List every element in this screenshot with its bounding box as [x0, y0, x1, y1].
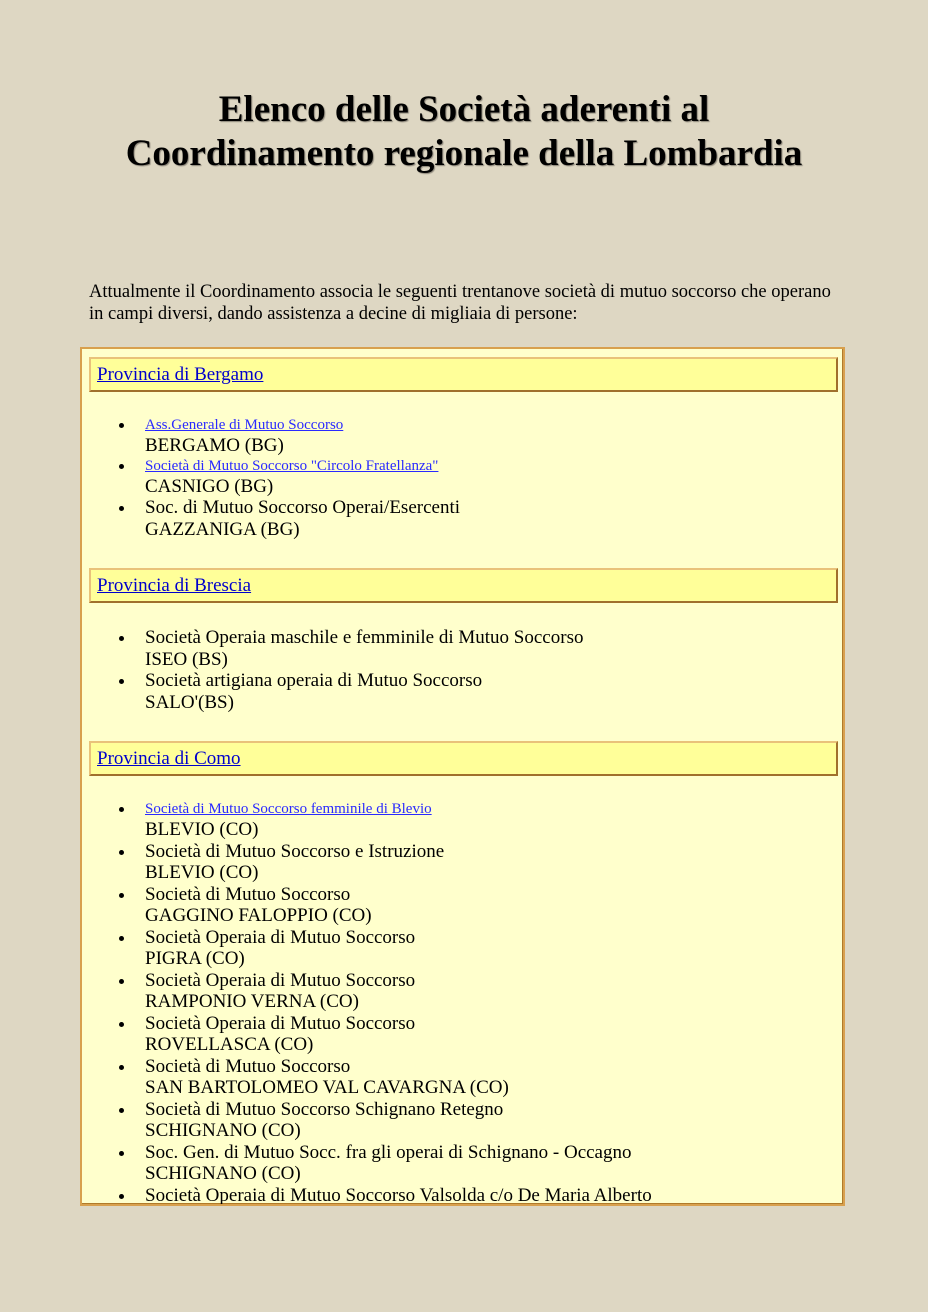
society-list-item — [145, 800, 843, 841]
society-list — [82, 627, 843, 713]
society-list-item — [145, 884, 843, 927]
society-place: PIGRA (CO) — [145, 948, 245, 969]
society-place: SCHIGNANO (CO) — [145, 1163, 301, 1184]
society-name: Soc. di Mutuo Soccorso Operai/Esercenti — [145, 497, 461, 518]
society-list-item — [145, 416, 843, 457]
society-place: SAN BARTOLOMEO VAL CAVARGNA (CO) — [145, 1077, 509, 1098]
society-name: Società artigiana operaia di Mutuo Soccorso — [145, 670, 483, 691]
society-place: SALO'(BS) — [145, 691, 234, 713]
province-header — [89, 357, 838, 392]
society-list-item — [145, 670, 843, 713]
society-list-item — [145, 1013, 843, 1056]
society-list-item — [145, 497, 843, 540]
page-title — [0, 88, 928, 176]
societies-panel — [80, 347, 845, 1206]
society-list — [82, 416, 843, 540]
province-section — [82, 568, 843, 733]
province-header — [89, 741, 838, 776]
province-link[interactable]: Provincia di Brescia — [97, 575, 252, 596]
society-place: CASNIGO (BG) — [145, 475, 274, 497]
society-list-item — [145, 970, 843, 1013]
intro-paragraph: Attualmente il Coordinamento associa le seguenti trentanove società di mutuo soccorso che operano in campi diversi, dando assistenza a decine di migliaia di persone: — [89, 282, 831, 324]
society-place: ROVELLASCA (CO) — [145, 1034, 314, 1055]
society-place: GAZZANIGA (BG) — [145, 518, 300, 540]
society-list-item — [145, 927, 843, 970]
page-title-line-1: Elenco delle Società aderenti al — [218, 89, 710, 130]
society-place: ISEO (BS) — [145, 648, 228, 670]
society-name: Società di Mutuo Soccorso — [145, 883, 351, 905]
society-list — [82, 800, 843, 1206]
society-list-item — [145, 627, 843, 670]
society-place: BLEVIO (CO) — [145, 862, 259, 883]
society-place: BLEVIO (CO) — [145, 819, 259, 840]
society-name: Società di Mutuo Soccorso e Istruzione — [145, 840, 445, 862]
society-name: Società Operaia di Mutuo Soccorso Valsolda c/o De Maria Alberto — [145, 1184, 652, 1206]
society-name: Società di Mutuo Soccorso — [145, 1055, 351, 1077]
province-link[interactable]: Provincia di Como — [97, 748, 241, 769]
province-section — [82, 357, 843, 560]
society-place: RAMPONIO VERNA (CO) — [145, 991, 359, 1012]
society-list-item — [145, 841, 843, 884]
society-link[interactable]: Ass.Generale di Mutuo Soccorso — [145, 417, 344, 433]
society-name: Società Operaia di Mutuo Soccorso — [145, 926, 416, 948]
society-list-item — [145, 457, 843, 498]
society-name: Società Operaia maschile e femminile di Mutuo Soccorso — [145, 627, 584, 648]
society-link[interactable]: Società di Mutuo Soccorso "Circolo Fratellanza" — [145, 457, 439, 474]
province-section — [82, 741, 843, 1206]
province-header — [89, 568, 838, 603]
society-list-item — [145, 1142, 843, 1185]
society-list-item — [145, 1056, 843, 1099]
society-place: BERGAMO (BG) — [145, 435, 284, 456]
society-name: Società di Mutuo Soccorso Schignano Retegno — [145, 1098, 504, 1120]
society-place: GAGGINO FALOPPIO (CO) — [145, 905, 372, 926]
society-name: Società Operaia di Mutuo Soccorso — [145, 969, 416, 991]
society-place: SCHIGNANO (CO) — [145, 1120, 301, 1141]
society-link[interactable]: Società di Mutuo Soccorso femminile di Blevio — [145, 801, 432, 817]
society-list-item — [145, 1185, 843, 1207]
society-name: Società Operaia di Mutuo Soccorso — [145, 1012, 416, 1034]
society-name: Soc. Gen. di Mutuo Socc. fra gli operai di Schignano - Occagno — [145, 1141, 632, 1163]
province-link[interactable]: Provincia di Bergamo — [97, 364, 264, 385]
page-title-line-2: Coordinamento regionale della Lombardia — [125, 133, 803, 174]
society-list-item — [145, 1099, 843, 1142]
